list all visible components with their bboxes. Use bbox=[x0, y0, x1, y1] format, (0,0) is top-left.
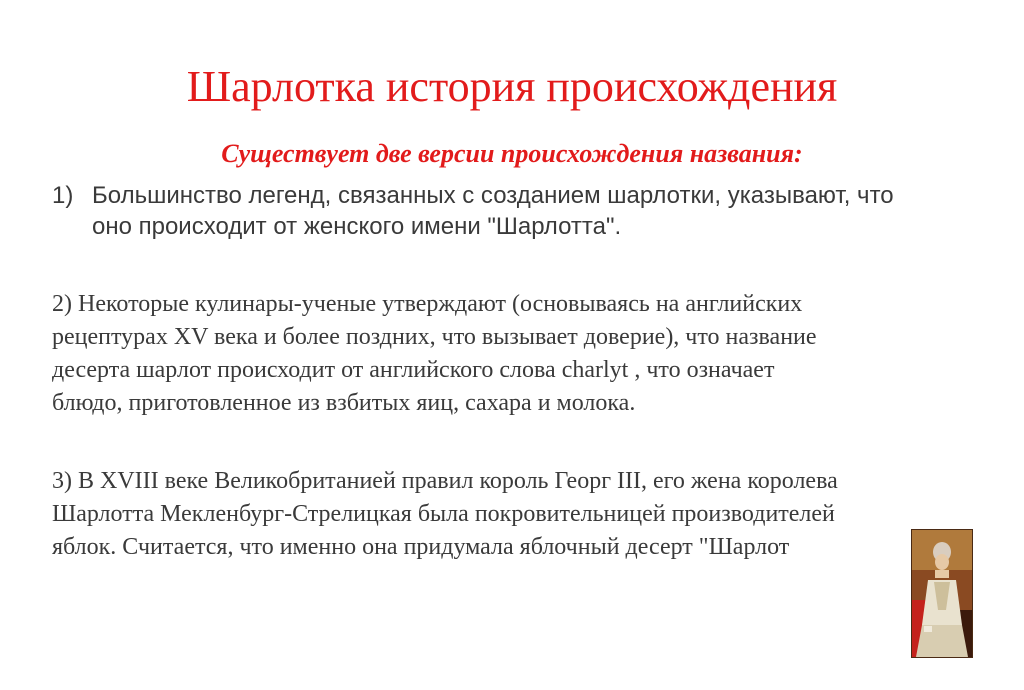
paragraph-line: 2) Некоторые кулинары-ученые утверждают (основываясь на английских bbox=[52, 291, 803, 317]
version-1-paragraph bbox=[52, 180, 952, 242]
version-2-paragraph bbox=[52, 288, 952, 420]
portrait-illustration bbox=[912, 530, 972, 657]
list-number: 1) bbox=[52, 182, 74, 209]
paragraph-line: блюдо, приготовленное из взбитых яиц, сахара и молока. bbox=[52, 390, 636, 416]
version-3-paragraph bbox=[52, 465, 952, 564]
paragraph-line: оно происходит от женского имени "Шарлотта". bbox=[92, 213, 622, 240]
paragraph-line: Большинство легенд, связанных с созданием шарлотки, указывают, что bbox=[92, 182, 894, 209]
slide-title: Шарлотка история происхождения bbox=[186, 62, 838, 111]
slide-subtitle: Существует две версии происхождения названия: bbox=[221, 139, 803, 168]
paragraph-line: яблок. Считается, что именно она придумала яблочный десерт "Шарлот bbox=[52, 534, 790, 560]
paragraph-line: Шарлотта Мекленбург-Стрелицкая была покровительницей производителей bbox=[52, 501, 835, 527]
paragraph-line: рецептурах XV века и более поздних, что вызывает доверие), что название bbox=[52, 324, 817, 350]
paragraph-line: десерта шарлот происходит от английского слова charlyt , что означает bbox=[52, 357, 775, 383]
paragraph-line: 3) В XVIII веке Великобританией правил король Георг III, его жена королева bbox=[52, 468, 838, 494]
queen-charlotte-portrait-image bbox=[911, 529, 973, 658]
